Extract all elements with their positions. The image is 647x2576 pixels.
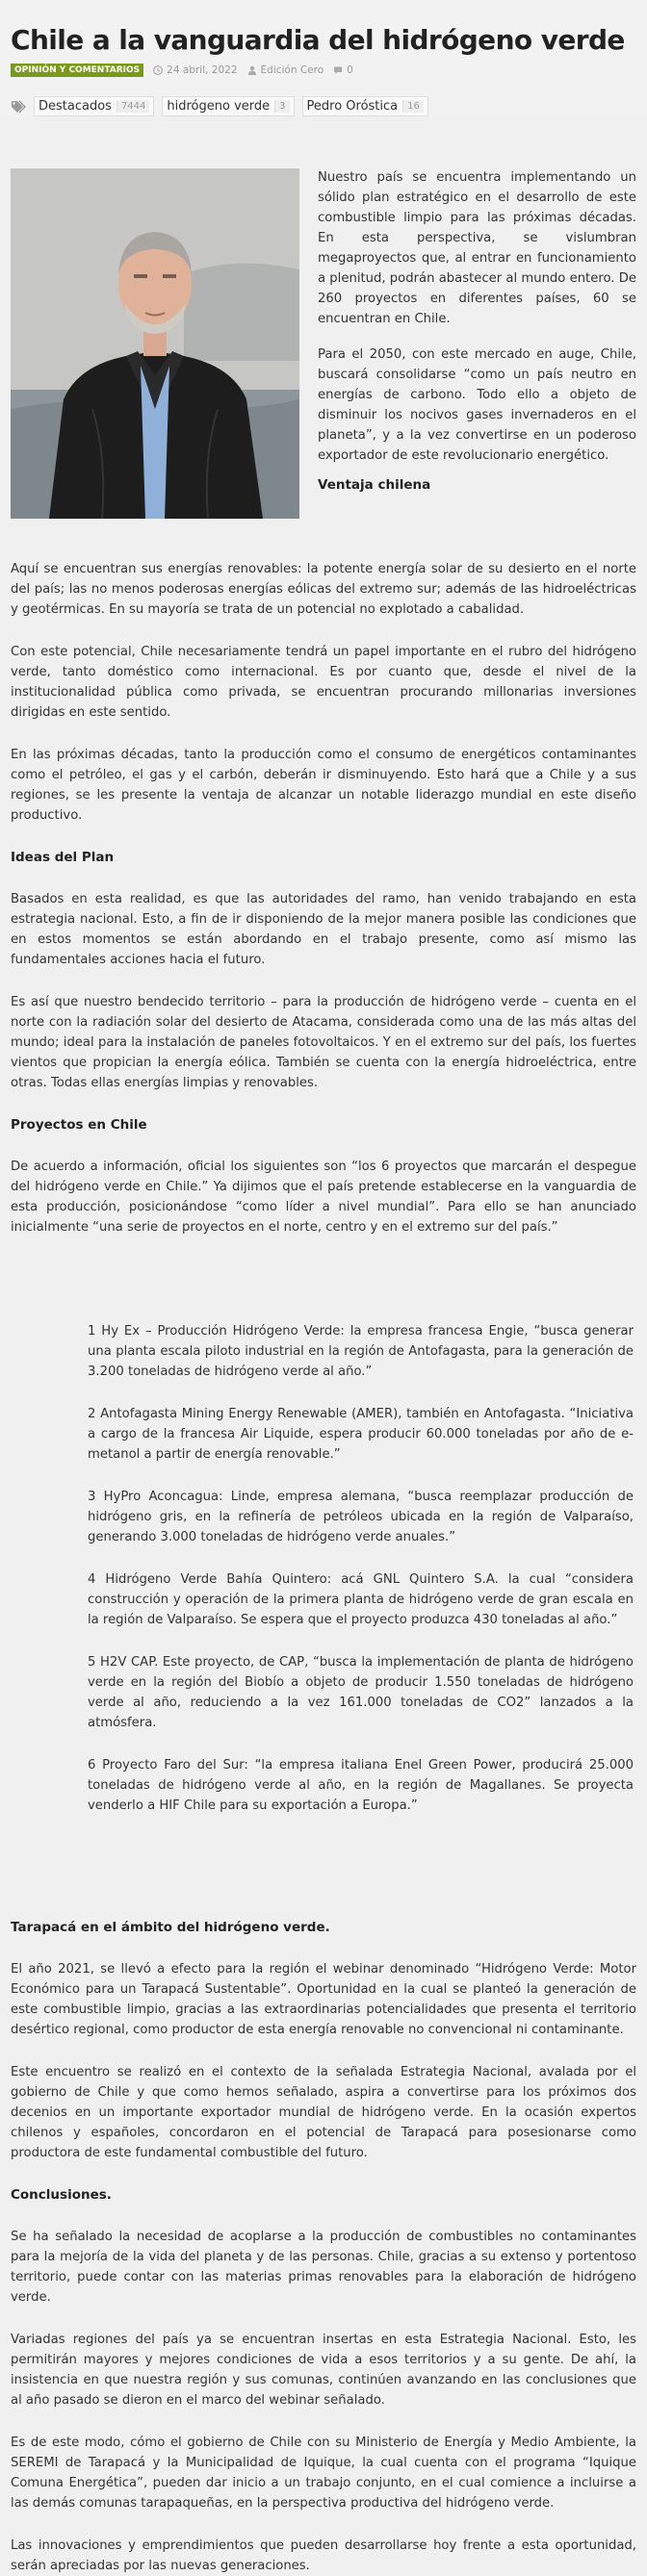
project-item-6: 6 Proyecto Faro del Sur: “la empresa italiana Enel Green Power, producirá 25.000 toneladas de hidrógeno verde al año, en la región de Magallanes. Se proyecta venderlo a HIF Chile para su exportación a Europa.” xyxy=(88,1758,634,1813)
comment-icon xyxy=(333,65,343,75)
comment-count: 0 xyxy=(347,64,353,76)
section-heading-proyectos: Proyectos en Chile xyxy=(11,1117,147,1133)
article-body xyxy=(0,168,647,2573)
clock-icon xyxy=(153,65,163,75)
section-heading-ideas: Ideas del Plan xyxy=(11,850,115,865)
paragraph-ventaja-2: Con este potencial, Chile necesariamente tendrá un papel importante en el rubro del hidrógeno verde, tanto doméstico como internacional. Es por cuanto que, desde el nivel de la institucionalidad pública como privada, se encuentran procurando millonarias inversiones dirigidas en este sentido. xyxy=(11,645,636,720)
section-heading-conclusiones: Conclusiones. xyxy=(11,2187,112,2203)
paragraph-ventaja-3: En las próximas décadas, tanto la producción como el consumo de energéticos contaminantes como el petróleo, el gas y el carbón, deberán ir disminuyendo. Esto hará que a Chile y a sus regiones, se les presente la ventaja de alcanzar un notable liderazgo mundial en este diseño productivo. xyxy=(11,748,636,823)
paragraph-ideas-1: Basados en esta realidad, es que las autoridades del ramo, han venido trabajando en esta estrategia nacional. Esto, a fin de ir disponiendo de la mejor manera posible las condiciones que en estos momentos se están abordando en el trabajo presente, como así mismo las fundamentales acciones hacia el futuro. xyxy=(11,892,636,967)
paragraph-conclusiones-1: Se ha señalado la necesidad de acoplarse a la producción de combustibles no contaminantes para la mejoría de la vida del planeta y de las personas. Chile, gracias a su extenso y portentoso territorio, puede contar con las materias primas renovables para la elaboración de hidrógeno verde. xyxy=(11,2230,636,2305)
tag-destacados[interactable]: Destacados 7444 xyxy=(34,96,154,116)
paragraph-ventaja-1: Aquí se encuentran sus energías renovables: la potente energía solar de su desierto en el norte del país; las no menos poderosas energías eólicas del extremo sur; además de las hidroeléctricas y geotérmicas. En su mayoría se trata de un potencial no explotado a cabalidad. xyxy=(11,562,636,617)
tags-icon xyxy=(11,100,26,114)
category-badge[interactable]: OPINIÓN Y COMENTARIOS xyxy=(11,64,143,77)
post-date: 24 abril, 2022 xyxy=(167,64,238,76)
paragraph-conclusiones-3: Es de este modo, cómo el gobierno de Chile con su Ministerio de Energía y Medio Ambiente, la SEREMI de Tarapacá y la Municipalidad de Iquique, la cual cuenta con el programa “Iquique Comuna Energética”, pueden dar inicio a un trabajo conjunto, en el cual comience a incluirse a las demás comunas tarapaqueñas, en la perspectiva productiva del hidrógeno verde. xyxy=(11,2436,636,2511)
article-title: Chile a la vanguardia del hidrógeno verde xyxy=(11,24,625,56)
project-item-2: 2 Antofagasta Mining Energy Renewable (AMER), también en Antofagasta. “Iniciativa a cargo de la francesa Air Liquide, espera producir 60.000 toneladas por año de e-metanol a partir de energía renovable.” xyxy=(88,1407,634,1462)
tag-list xyxy=(11,96,636,116)
paragraph-conclusiones-4: Las innovaciones y emprendimientos que pueden desarrollarse hoy frente a esta oportunidad, serán apreciadas por las nuevas generaciones. xyxy=(11,2538,636,2573)
paragraph-ideas-2: Es así que nuestro bendecido territorio – para la producción de hidrógeno verde – cuenta en el norte con la radiación solar del desierto de Atacama, considerada como una de las más altas del mundo; ideal para la instalación de paneles fotovoltaicos. Y en el extremo sur del país, los fuertes vientos que propician la energía eólica. También se cuenta con la energía hidroeléctrica, entre otras. Todas ellas energías limpias y renovables. xyxy=(11,995,636,1090)
post-author[interactable]: Edición Cero xyxy=(260,64,324,76)
paragraph-conclusiones-2: Variadas regiones del país ya se encuentran insertas en esta Estrategia Nacional. Esto, les permitirán mayores y mejores condiciones de vida a esos territorios y a su gente. De ahí, la insistencia en que nuestra región y sus comunas, continúen avanzando en las conclusiones que al año pasado se dieron en el marco del webinar señalado. xyxy=(11,2333,636,2408)
project-item-4: 4 Hidrógeno Verde Bahía Quintero: acá GNL Quintero S.A. la cual “considera construcción y operación de la primera planta de hidrógeno verde de gran escala en la región de Valparaíso. Se espera que el proyecto produzca 430 toneladas al año.” xyxy=(88,1572,634,1627)
author-photo xyxy=(11,168,299,519)
project-item-5: 5 H2V CAP. Este proyecto, de CAP, “busca la implementación de planta de hidrógeno verde en la región del Biobío a objeto de producir 1.550 toneladas de hidrógeno verde al año, reduciendo a la vez 161.000 toneladas de CO2” lanzados a la atmósfera. xyxy=(88,1655,634,1730)
paragraph-proyectos: De acuerdo a información, oficial los siguientes son “los 6 proyectos que marcarán el despegue del hidrógeno verde en Chile.” Ya dijimos que el país pretende establecerse en la vanguardia de esta producción, posicionándose “como líder a nivel mundial”. Para ello se han anunciado inicialmente “una serie de proyectos en el norte, centro y en el extremo sur del país.” xyxy=(11,1160,636,1235)
portrait-illustration xyxy=(11,168,299,519)
tag-hidrogeno-verde[interactable]: hidrógeno verde 3 xyxy=(162,96,294,116)
section-heading-tarapaca: Tarapacá en el ámbito del hidrógeno verde. xyxy=(11,1920,330,1935)
user-icon xyxy=(247,65,257,75)
project-item-1: 1 Hy Ex – Producción Hidrógeno Verde: la empresa francesa Engie, “busca generar una planta escala piloto industrial en la región de Antofagasta, para la generación de 3.200 toneladas de hidrógeno verde al año.” xyxy=(88,1324,634,1379)
intro-paragraph-2: Para el 2050, con este mercado en auge, Chile, buscará consolidarse “como un país neutro en energías de carbono. Todo ello a objeto de disminuir los nocivos gases invernaderos en el planeta”, y a la vez convertirse en un poderoso exportador de este revolucionario energético. xyxy=(318,347,636,463)
project-item-3: 3 HyPro Aconcagua: Linde, empresa alemana, “busca reemplazar producción de hidrógeno gris, en la refinería de petróleos ubicada en la región de Valparaíso, generando 3.000 toneladas de hidrógeno verde anuales.” xyxy=(88,1490,634,1544)
section-heading-ventaja: Ventaja chilena xyxy=(318,477,431,493)
paragraph-tarapaca-2: Este encuentro se realizó en el contexto de la señalada Estrategia Nacional, avalada por el gobierno de Chile y que como hemos señalado, aspira a convertirse para los próximos dos decenios en un importante exportador mundial de hidrógeno verde. En la ocasión expertos chilenos y españoles, concordaron en el potencial de Tarapacá para posesionarse como productora de este fundamental combustible del futuro. xyxy=(11,2065,636,2160)
intro-paragraph-1: Nuestro país se encuentra implementando un sólido plan estratégico en el desarrollo de este combustible limpio para las próximas décadas. En esta perspectiva, se vislumbran megaproyectos que, al entrar en funcionamiento a plenitud, podrán abastecer al mundo entero. De 260 proyectos en diferentes países, 60 se encuentran en Chile. xyxy=(318,170,636,326)
paragraph-tarapaca-1: El año 2021, se llevó a efecto para la región el webinar denominado “Hidrógeno Verde: Motor Económico para un Tarapacá Sustentable”. Oportunidad en la cual se planteó la generación de este combustible limpio, gracias a las extraordinarias potencialidades que presenta el territorio desértico regional, como productor de esta energía renovable no convencional ni contaminante. xyxy=(11,1962,636,2037)
article-meta xyxy=(11,64,636,77)
tag-pedro-orostica[interactable]: Pedro Oróstica 16 xyxy=(302,96,428,116)
